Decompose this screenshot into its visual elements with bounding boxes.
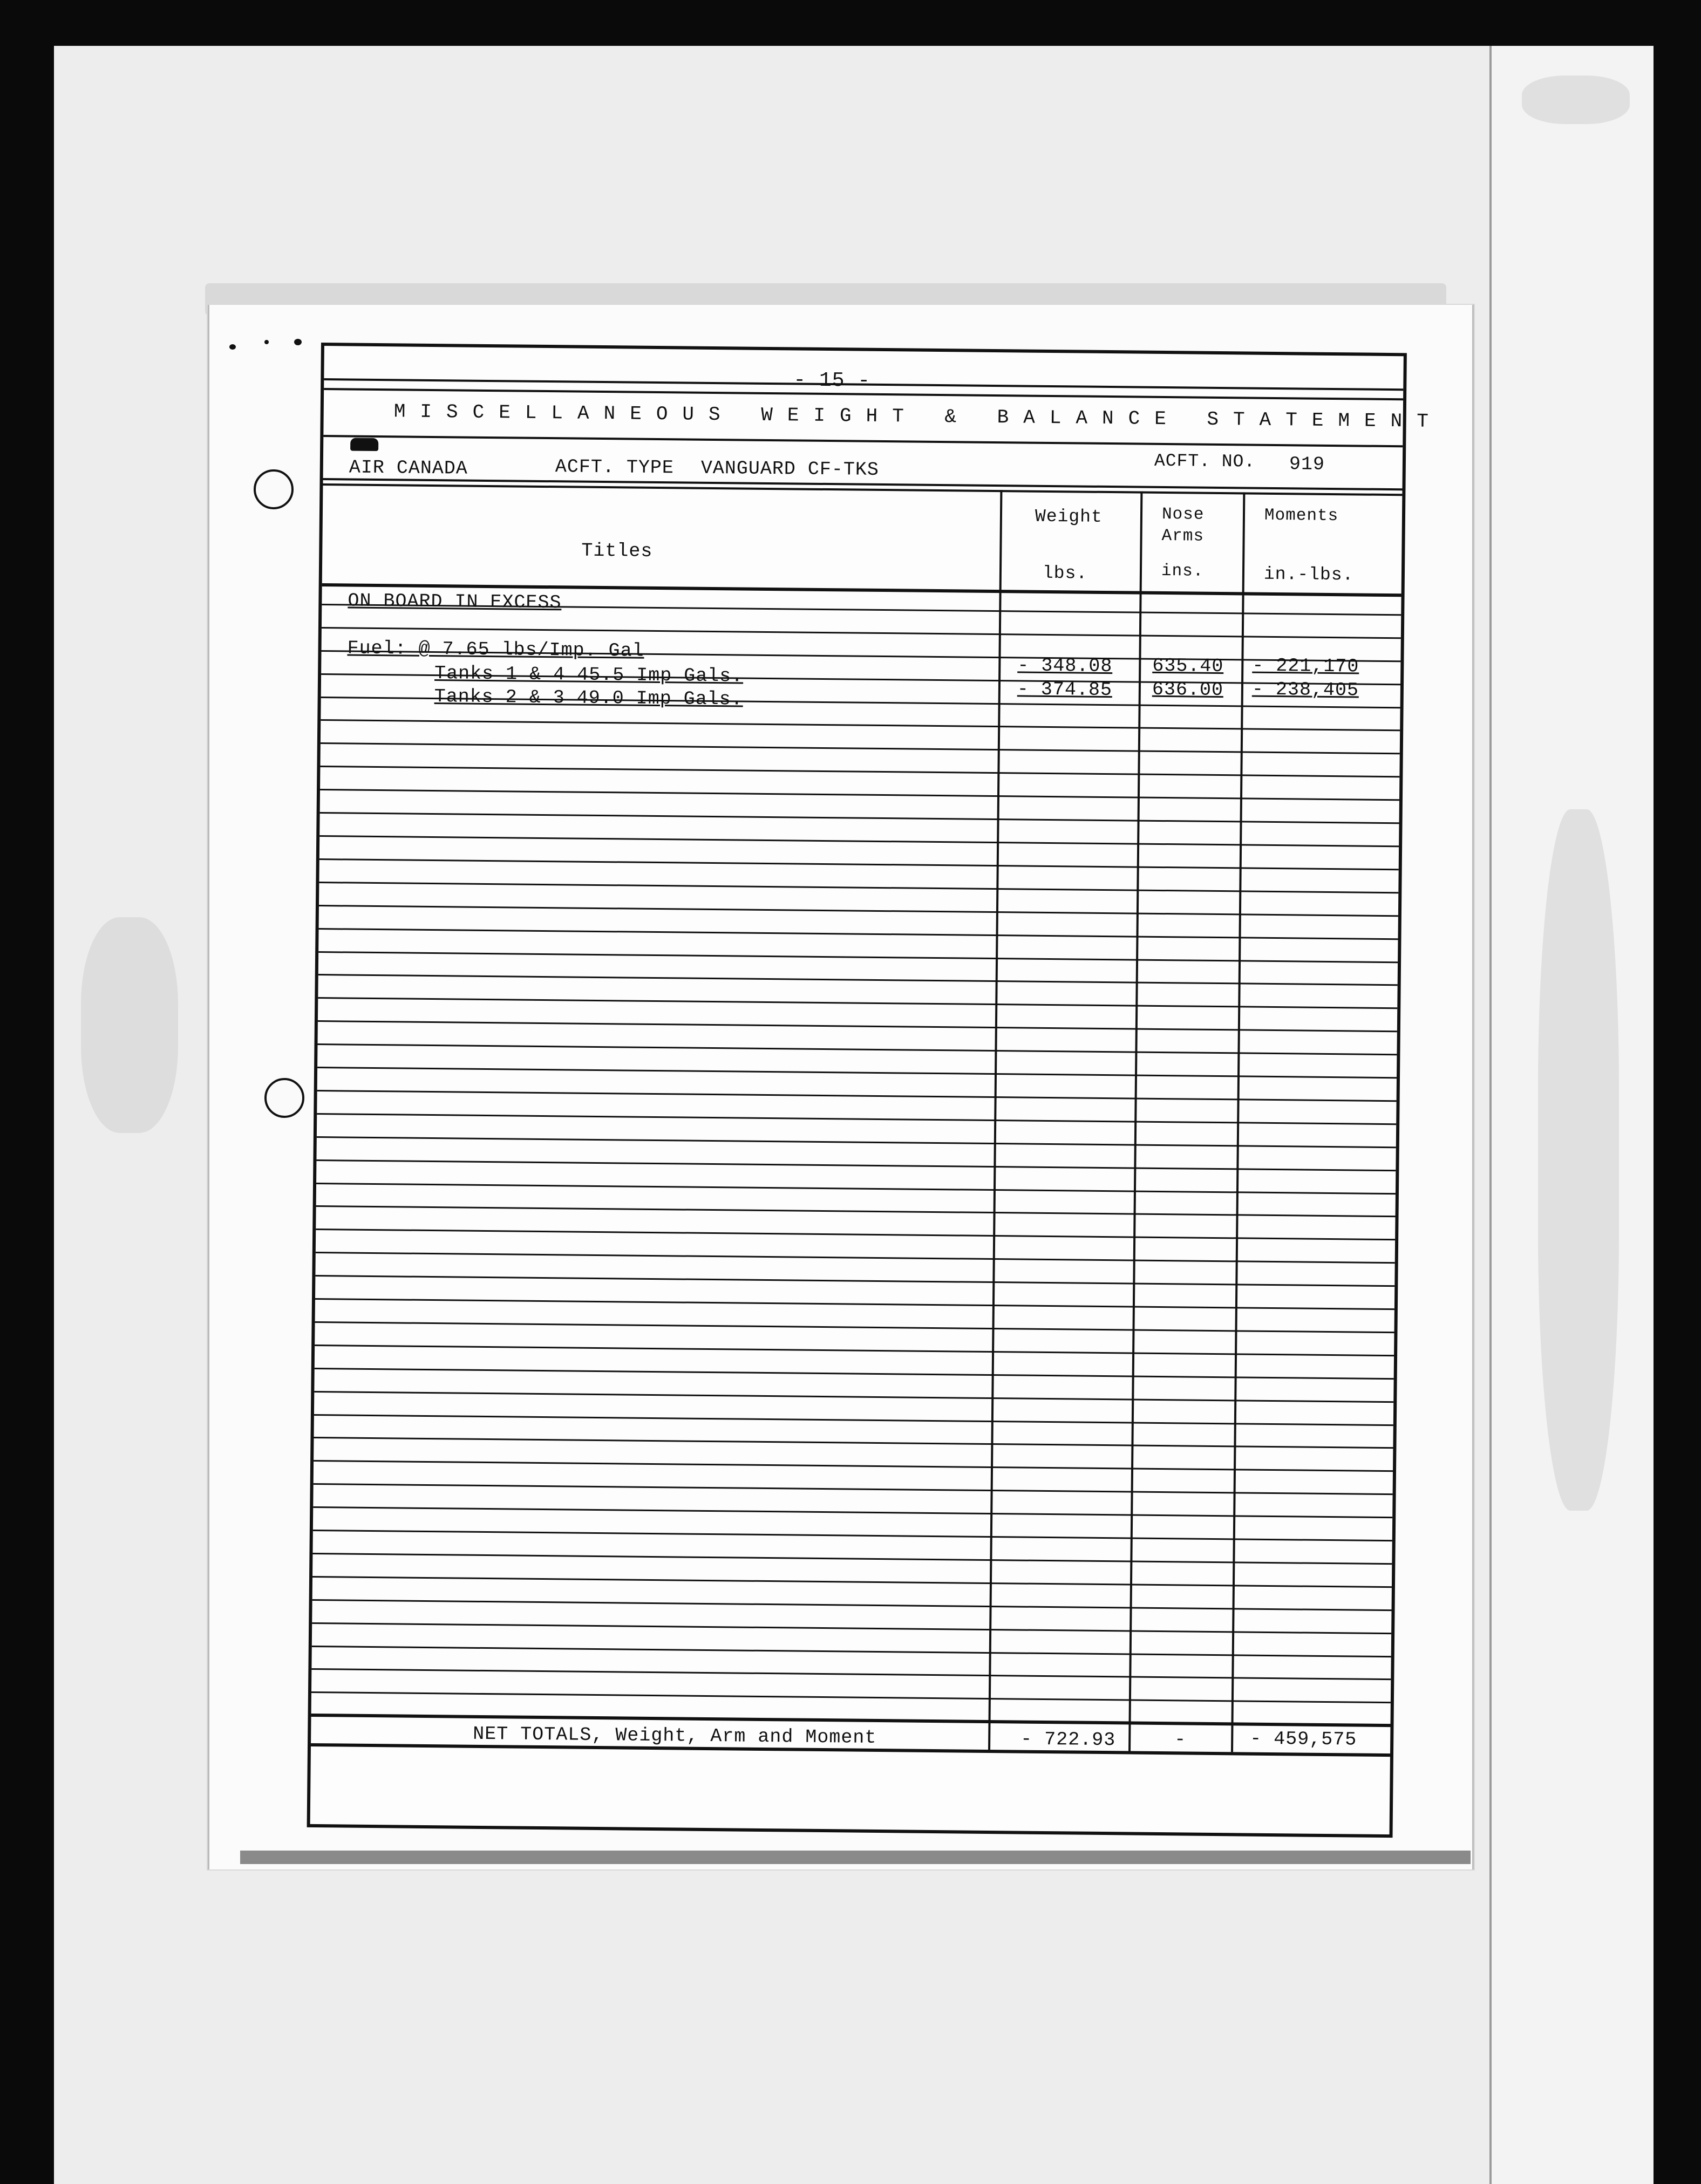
ruled-line [317, 1136, 1396, 1148]
totals-arm: - [1174, 1729, 1187, 1751]
ruled-line [318, 1020, 1397, 1032]
scuff-mark [81, 917, 178, 1133]
ruled-line [321, 719, 1400, 731]
ruled-line [316, 1159, 1396, 1171]
ruled-line [314, 1460, 1393, 1472]
column-header-arm-line2: Arms [1161, 526, 1205, 546]
aircraft-no-label: ACFT. NO. [1154, 451, 1256, 472]
scuff-mark [1522, 76, 1630, 124]
weight-balance-form [307, 343, 1444, 1838]
ruled-line [312, 1553, 1392, 1565]
ruled-line [315, 1275, 1394, 1287]
totals-label: NET TOTALS, Weight, Arm and Moment [473, 1723, 877, 1749]
ruled-line [314, 1391, 1393, 1403]
ruled-line [319, 928, 1398, 940]
column-header-weight: Weight [1035, 506, 1103, 527]
airline-name: AIR CANADA [349, 456, 468, 480]
row-title: Tanks 1 & 4 45.5 Imp Gals. [434, 663, 744, 687]
column-header-titles: Titles [581, 540, 653, 562]
ruled-line [319, 882, 1398, 893]
ruled-line [315, 1298, 1394, 1310]
rule [323, 435, 1403, 447]
column-header-moment: Moments [1264, 506, 1339, 526]
row-title: Fuel: @ 7.65 lbs/Imp. Gal [347, 637, 644, 662]
column-header-arm-unit: ins. [1161, 561, 1204, 581]
column-header-moment-unit: in.-lbs. [1263, 564, 1354, 585]
row-arm: 636.00 [1152, 678, 1224, 701]
row-title: ON BOARD IN EXCESS [348, 590, 562, 614]
column-header-arm: Nose [1161, 504, 1205, 524]
row-moment: - 221,170 [1252, 654, 1359, 678]
aircraft-no-value: 919 [1289, 453, 1325, 475]
column-header-weight-unit: lbs. [1042, 563, 1088, 584]
page-number: - 15 - [793, 368, 871, 393]
ruled-line [316, 1183, 1396, 1195]
tape-bottom [240, 1851, 1471, 1864]
ruled-line [311, 1668, 1391, 1680]
ruled-line [319, 905, 1398, 917]
ruled-line [318, 974, 1398, 986]
ruled-line [312, 1646, 1391, 1657]
dot-mark [294, 339, 302, 345]
ruled-line [319, 858, 1399, 870]
ruled-line [318, 951, 1398, 963]
row-title: Tanks 2 & 3 49.0 Imp Gals. [434, 686, 743, 711]
scuff-mark [1538, 809, 1619, 1511]
totals-moment: - 459,575 [1250, 1728, 1357, 1751]
ruled-line [313, 1506, 1392, 1518]
dot-mark [264, 340, 269, 344]
punch-hole-bottom [264, 1078, 304, 1118]
stamp-mark [350, 438, 378, 451]
ruled-line [315, 1368, 1394, 1380]
ruled-line [316, 1205, 1396, 1217]
ruled-line [313, 1530, 1392, 1541]
ruled-line [319, 835, 1399, 847]
ruled-line [311, 1691, 1391, 1703]
row-moment: - 238,405 [1251, 678, 1359, 701]
row-weight: - 374.85 [1017, 678, 1113, 701]
ruled-line [312, 1622, 1391, 1634]
ruled-line [316, 1228, 1395, 1240]
aircraft-type-label: ACFT. TYPE [555, 456, 675, 479]
ruled-line [320, 789, 1399, 801]
ruled-line [321, 742, 1400, 754]
ruled-line [318, 997, 1397, 1009]
row-arm: 635.40 [1152, 654, 1224, 678]
dot-mark [229, 344, 236, 350]
ruled-line [320, 812, 1399, 824]
ruled-line [318, 1043, 1397, 1055]
ruled-line [322, 627, 1401, 639]
ruled-line [314, 1414, 1393, 1426]
punch-hole-top [254, 469, 294, 509]
ruled-line [317, 1090, 1397, 1102]
ruled-line [317, 1113, 1396, 1125]
ruled-line [312, 1599, 1392, 1611]
totals-weight: - 722.93 [1020, 1728, 1116, 1751]
ruled-line [314, 1483, 1393, 1495]
ruled-line [315, 1321, 1394, 1333]
ruled-line [320, 766, 1399, 777]
ruled-line [314, 1437, 1393, 1449]
ruled-line [317, 1067, 1397, 1079]
row-weight: - 348.08 [1017, 654, 1113, 678]
form-title: MISCELLANEOUS WEIGHT & BALANCE STATEMENT [393, 400, 1444, 433]
ruled-line [312, 1576, 1392, 1588]
aircraft-type-value: VANGUARD CF-TKS [700, 457, 880, 481]
ruled-line [316, 1252, 1395, 1264]
ruled-line [315, 1344, 1394, 1356]
